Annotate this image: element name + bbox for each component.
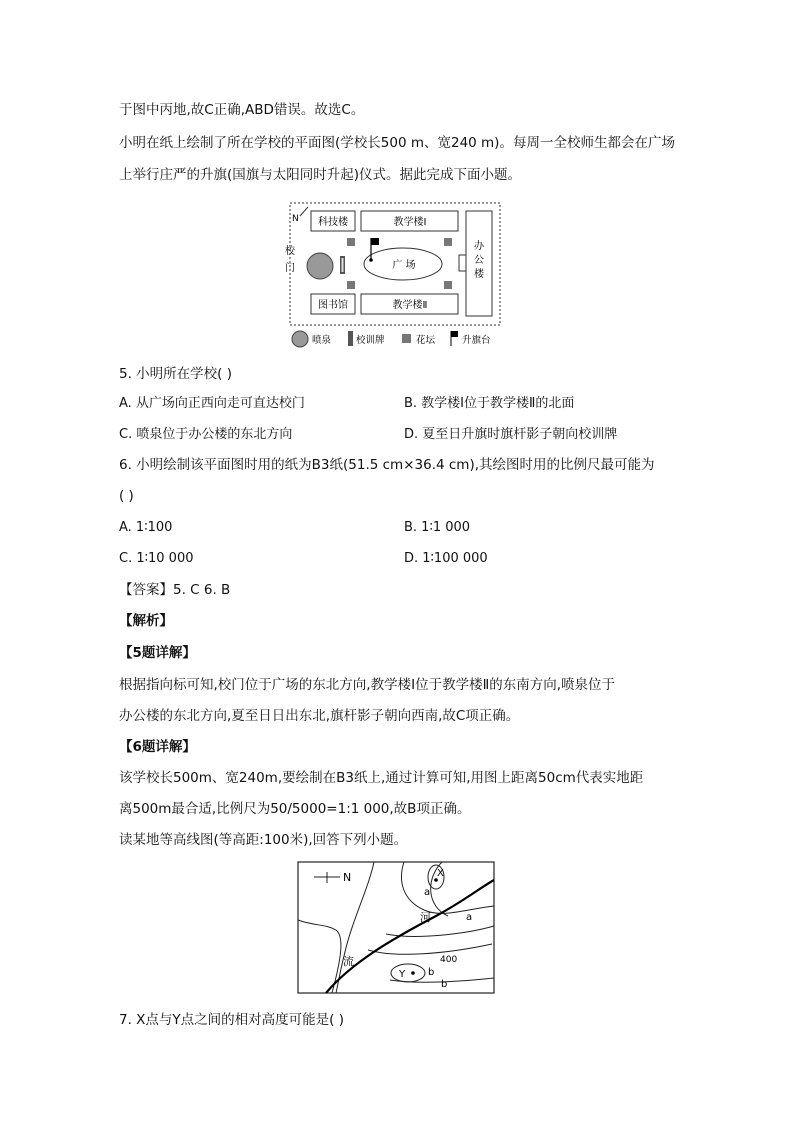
detail-5-text: 根据指向标可知,校门位于广场的东北方向,教学楼Ⅰ位于教学楼Ⅱ的东南方向,喷泉位于 <box>119 677 615 693</box>
river-label-he: 河 <box>420 911 431 924</box>
label-400: 400 <box>440 955 458 965</box>
answer-line: 【答案】5. C 6. B <box>119 582 231 598</box>
fountain <box>307 253 333 279</box>
text-line: 上举行庄严的升旗(国旗与太阳同时升起)仪式。据此完成下面小题。 <box>119 167 522 183</box>
contour-map-figure <box>296 860 496 996</box>
motto-board-highlight <box>342 258 344 272</box>
contour-line <box>298 920 341 993</box>
legend-flowerbed: 花坛 <box>416 335 436 346</box>
detail-6-heading: 【6题详解】 <box>119 739 196 755</box>
legend-fountain-icon <box>292 331 308 347</box>
flag-base <box>369 258 373 262</box>
label-a2: a <box>466 912 473 923</box>
legend-motto: 校训牌 <box>356 335 385 346</box>
point-y <box>411 971 415 975</box>
option-5c: C. 喷泉位于办公楼的东北方向 <box>119 427 293 442</box>
north-label: N <box>343 871 352 884</box>
label-x: X <box>437 868 444 879</box>
option-6d: D. 1∶100 000 <box>404 551 488 566</box>
text-line: 读某地等高线图(等高距:100米),回答下列小题。 <box>119 832 408 848</box>
option-5b: B. 教学楼Ⅰ位于教学楼Ⅱ的北面 <box>404 396 575 411</box>
text-line: 于图中丙地,故C正确,ABD错误。故选C。 <box>119 102 365 118</box>
flowerbed <box>347 238 355 246</box>
analysis-heading: 【解析】 <box>119 613 173 629</box>
science-label: 科技楼 <box>318 217 348 228</box>
north-arrow <box>300 207 308 216</box>
question-5: 5. 小明所在学校( ) <box>119 366 232 382</box>
detail-5-heading: 【5题详解】 <box>119 645 196 661</box>
flowerbed <box>444 238 452 246</box>
legend-flag: 升旗台 <box>462 335 491 346</box>
question-7: 7. X点与Y点之间的相对高度可能是( ) <box>119 1012 344 1028</box>
contour-line <box>336 862 374 993</box>
teach2-label: 教学楼Ⅱ <box>392 300 428 311</box>
contour-depression-y <box>391 964 425 982</box>
office-label: 公 <box>474 255 484 266</box>
office-entrance <box>459 255 466 271</box>
flowerbed <box>444 281 452 289</box>
option-6b: B. 1∶1 000 <box>404 520 471 535</box>
question-6-paren: ( ) <box>119 488 134 504</box>
option-6a: A. 1∶100 <box>119 520 173 535</box>
detail-6-text: 该学校长500m、宽240m,要绘制在B3纸上,通过计算可知,用图上距离50cm代表实地距 <box>119 770 644 786</box>
library-label: 图书馆 <box>318 300 348 311</box>
legend-fountain: 喷泉 <box>312 335 332 346</box>
option-5d: D. 夏至日升旗时旗杆影子朝向校训牌 <box>404 427 618 442</box>
school-plan-figure <box>270 198 510 356</box>
river-label-liu: 流 <box>343 955 354 968</box>
question-6: 6. 小明绘制该平面图时用的纸为B3纸(51.5 cm×36.4 cm),其绘图时用的比例尺最可能为 <box>119 457 655 473</box>
detail-5-text: 办公楼的东北方向,夏至日日出东北,旗杆影子朝向西南,故C项正确。 <box>119 708 520 724</box>
label-b1: b <box>428 967 435 978</box>
office-label: 办 <box>474 241 484 252</box>
flag-icon <box>371 238 379 245</box>
legend-flowerbed-icon <box>402 334 411 343</box>
label-a1: a <box>424 887 431 898</box>
text-line: 小明在纸上绘制了所在学校的平面图(学校长500 m、宽240 m)。每周一全校师生都会在广场 <box>119 135 675 151</box>
square-label: 广 场 <box>392 260 416 271</box>
legend-motto-icon <box>348 331 353 346</box>
detail-6-text: 离500m最合适,比例尺为50/5000=1:1 000,故B项正确。 <box>119 801 471 817</box>
office-label: 楼 <box>474 269 484 280</box>
option-5a: A. 从广场向正西向走可直达校门 <box>119 396 305 411</box>
gate-label: 门 <box>285 263 295 274</box>
north-label: N <box>292 214 299 224</box>
gate-label: 校 <box>285 246 295 257</box>
label-b2: b <box>441 979 448 990</box>
label-y: Y <box>399 969 406 980</box>
teach1-label: 教学楼Ⅰ <box>393 217 427 228</box>
option-6c: C. 1∶10 000 <box>119 551 194 566</box>
legend-flag-shape <box>451 331 458 337</box>
contour-line-400 <box>368 944 492 954</box>
flowerbed <box>347 281 355 289</box>
